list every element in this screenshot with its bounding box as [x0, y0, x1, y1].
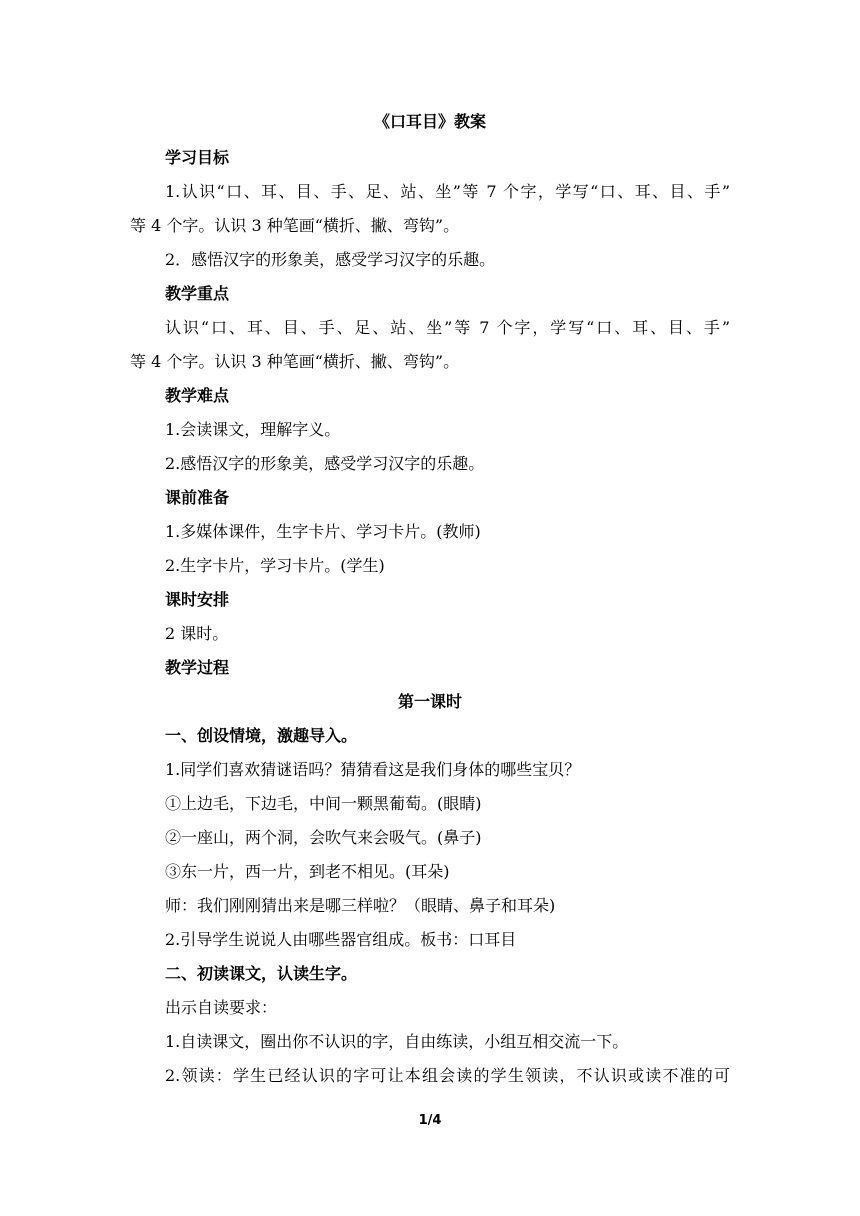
riddle-3: ③东一片，西一片，到老不相见。(耳朵): [165, 862, 450, 881]
teacher-question: 师：我们刚刚猜出来是哪三样啦？（眼睛、鼻子和耳朵): [165, 896, 556, 915]
difficult-heading: 教学难点: [165, 386, 230, 405]
difficult-2: 2.感悟汉字的形象美，感受学习汉字的乐趣。: [165, 454, 485, 473]
part-1-heading: 一、创设情境，激趣导入。: [165, 726, 358, 745]
key-heading: 教学重点: [165, 284, 230, 303]
part-1-item-2: 2.引导学生说说人由哪些器官组成。板书：口耳目: [165, 930, 517, 949]
part-2-item-2: 2.领读：学生已经认识的字可让本组会读的学生领读，不认识或读不准的可: [165, 1066, 730, 1085]
schedule-text: 2 课时。: [165, 624, 229, 643]
process-heading: 教学过程: [165, 658, 230, 677]
prep-heading: 课前准备: [165, 488, 230, 507]
difficult-1: 1.会读课文，理解字义。: [165, 420, 341, 439]
part-1-question: 1.同学们喜欢猜谜语吗？猜猜看这是我们身体的哪些宝贝？: [165, 760, 581, 779]
key-line-1: 认识“口、耳、目、手、足、站、坐”等 7 个字，学写“口、耳、目、手”: [165, 318, 730, 337]
prep-2: 2.生字卡片，学习卡片。(学生): [165, 556, 385, 575]
riddle-2: ②一座山，两个洞，会吹气来会吸气。(鼻子): [165, 828, 482, 847]
page-number: 1/4: [418, 1113, 442, 1128]
goals-heading: 学习目标: [165, 148, 230, 167]
part-2-heading: 二、初读课文，认读生字。: [165, 964, 358, 983]
goal-1-line-1: 1.认识“口、耳、目、手、足、站、坐”等 7 个字，学写“口、耳、目、手”: [165, 182, 730, 201]
prep-1: 1.多媒体课件，生字卡片、学习卡片。(教师): [165, 522, 481, 541]
schedule-heading: 课时安排: [165, 590, 230, 609]
key-line-2: 等 4 个字。认识 3 种笔画“横折、撇、弯钩”。: [130, 352, 460, 371]
riddle-1: ①上边毛，下边毛，中间一颗黑葡萄。(眼睛): [165, 794, 482, 813]
part-2-intro: 出示自读要求：: [165, 998, 278, 1017]
goal-2: 2．感悟汉字的形象美，感受学习汉字的乐趣。: [165, 250, 496, 269]
document-title: 《口耳目》教案: [373, 112, 486, 131]
goal-1-line-2: 等 4 个字。认识 3 种笔画“横折、撇、弯钩”。: [130, 216, 460, 235]
part-2-item-1: 1.自读课文，圈出你不认识的字，自由练读，小组互相交流一下。: [165, 1032, 629, 1051]
lesson-1-heading: 第一课时: [397, 692, 462, 711]
